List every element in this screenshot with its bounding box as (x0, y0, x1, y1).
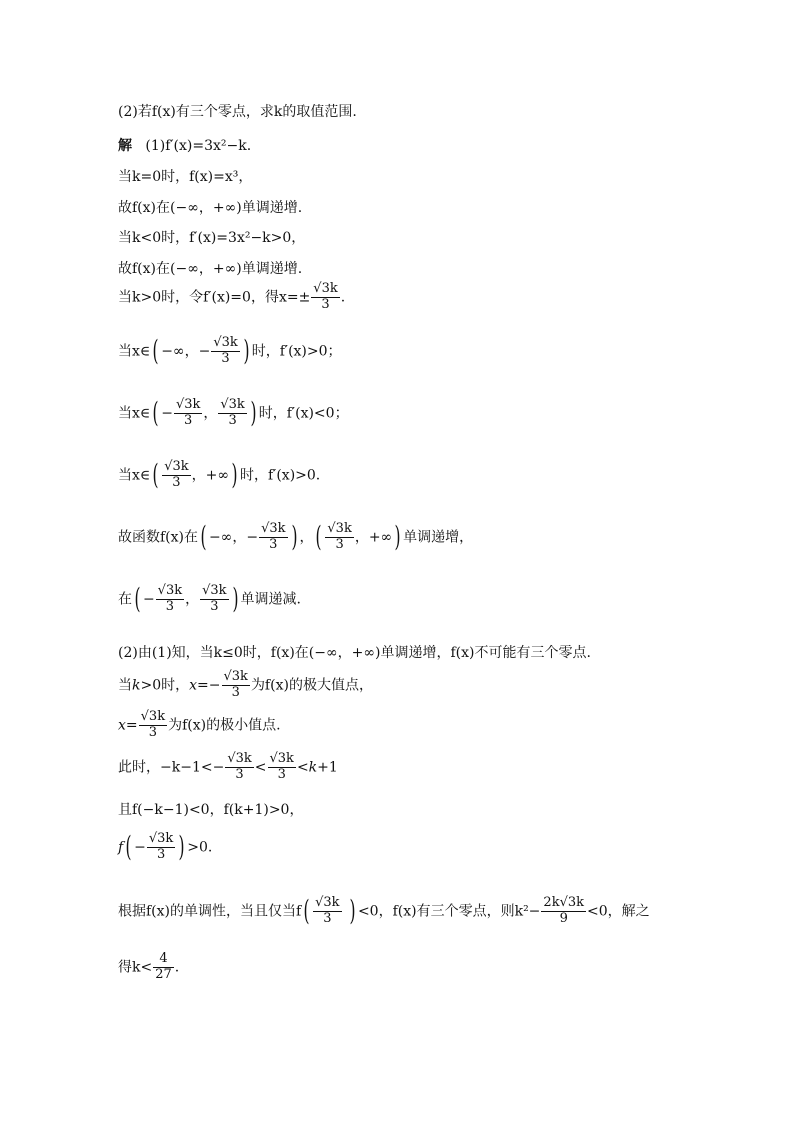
part2-result: 得k< $\frac{4}{27}$ . (118, 951, 180, 982)
case-k-positive: 当k>0时，令f′(x)=0，得x=± $\frac{√3k}{3}$ . (118, 281, 346, 312)
part2-intro: (2)由(1)知，当k≤0时，f(x)在(−∞，+∞)单调递增，f(x)不可能有三个零点. (118, 645, 591, 661)
increasing-statement-1: 故f(x)在(−∞，+∞)单调递增. (118, 200, 303, 216)
monotonic-decreasing: 在( − $\frac{√3k}{3}$ ， $\frac{√3k}{3}$ ) 单调递减. (118, 582, 301, 616)
interval-1: 当x∈( −∞，− $\frac{√3k}{3}$ ) 时，f′(x)>0； (118, 334, 342, 368)
question-part2: (2)若f(x)有三个零点，求k的取值范围. (118, 104, 357, 120)
solution-line-derivative (118, 139, 251, 153)
interval-2: 当x∈( − $\frac{√3k}{3}$ ， $\frac{√3k}{3}$ ) 时，f′(x)<0； (118, 396, 349, 430)
case-k-negative: 当k<0时，f′(x)=3x²−k>0， (118, 230, 306, 246)
part2-inequality: 此时，−k−1<− $\frac{√3k}{3}$ < $\frac{√3k}{3}$ <k+1 (118, 751, 338, 782)
monotonic-increasing: 故函数f(x)在( −∞，− $\frac{√3k}{3}$ ) ，( $\frac{√3k}{3}$ ，+∞) 单调递增， (118, 520, 474, 554)
interval-3: 当x∈( $\frac{√3k}{3}$ ，+∞) 时，f′(x)>0. (118, 458, 321, 492)
part2-values: 且f(−k−1)<0，f(k+1)>0， (118, 802, 304, 818)
derivative-text: (1)f′(x)=3x²−k. (145, 138, 252, 154)
solution-label: 解 (118, 138, 132, 154)
case-k-zero: 当k=0时，f(x)=x³， (118, 169, 253, 185)
part2-min-point: x= $\frac{√3k}{3}$ 为f(x)的极小值点. (118, 709, 281, 740)
part2-max-point: 当k>0时，x=− $\frac{√3k}{3}$ 为f(x)的极大值点， (118, 669, 373, 700)
case-k-positive-text: 当k>0时，令f′(x)=0，得x=± (118, 289, 311, 306)
part2-condition: 根据f(x)的单调性，当且仅当f( $\frac{√3k}{3}$ ) <0，f(x)有三个零点，则k²− $\frac{2k√3k}{9}$ <0，解之 (118, 894, 650, 928)
part2-f-value: f( − $\frac{√3k}{3}$ ) >0. (118, 830, 213, 864)
increasing-statement-2: 故f(x)在(−∞，+∞)单调递增. (118, 261, 303, 277)
fraction-root: $\frac{√3k}{3}$ (313, 281, 338, 312)
